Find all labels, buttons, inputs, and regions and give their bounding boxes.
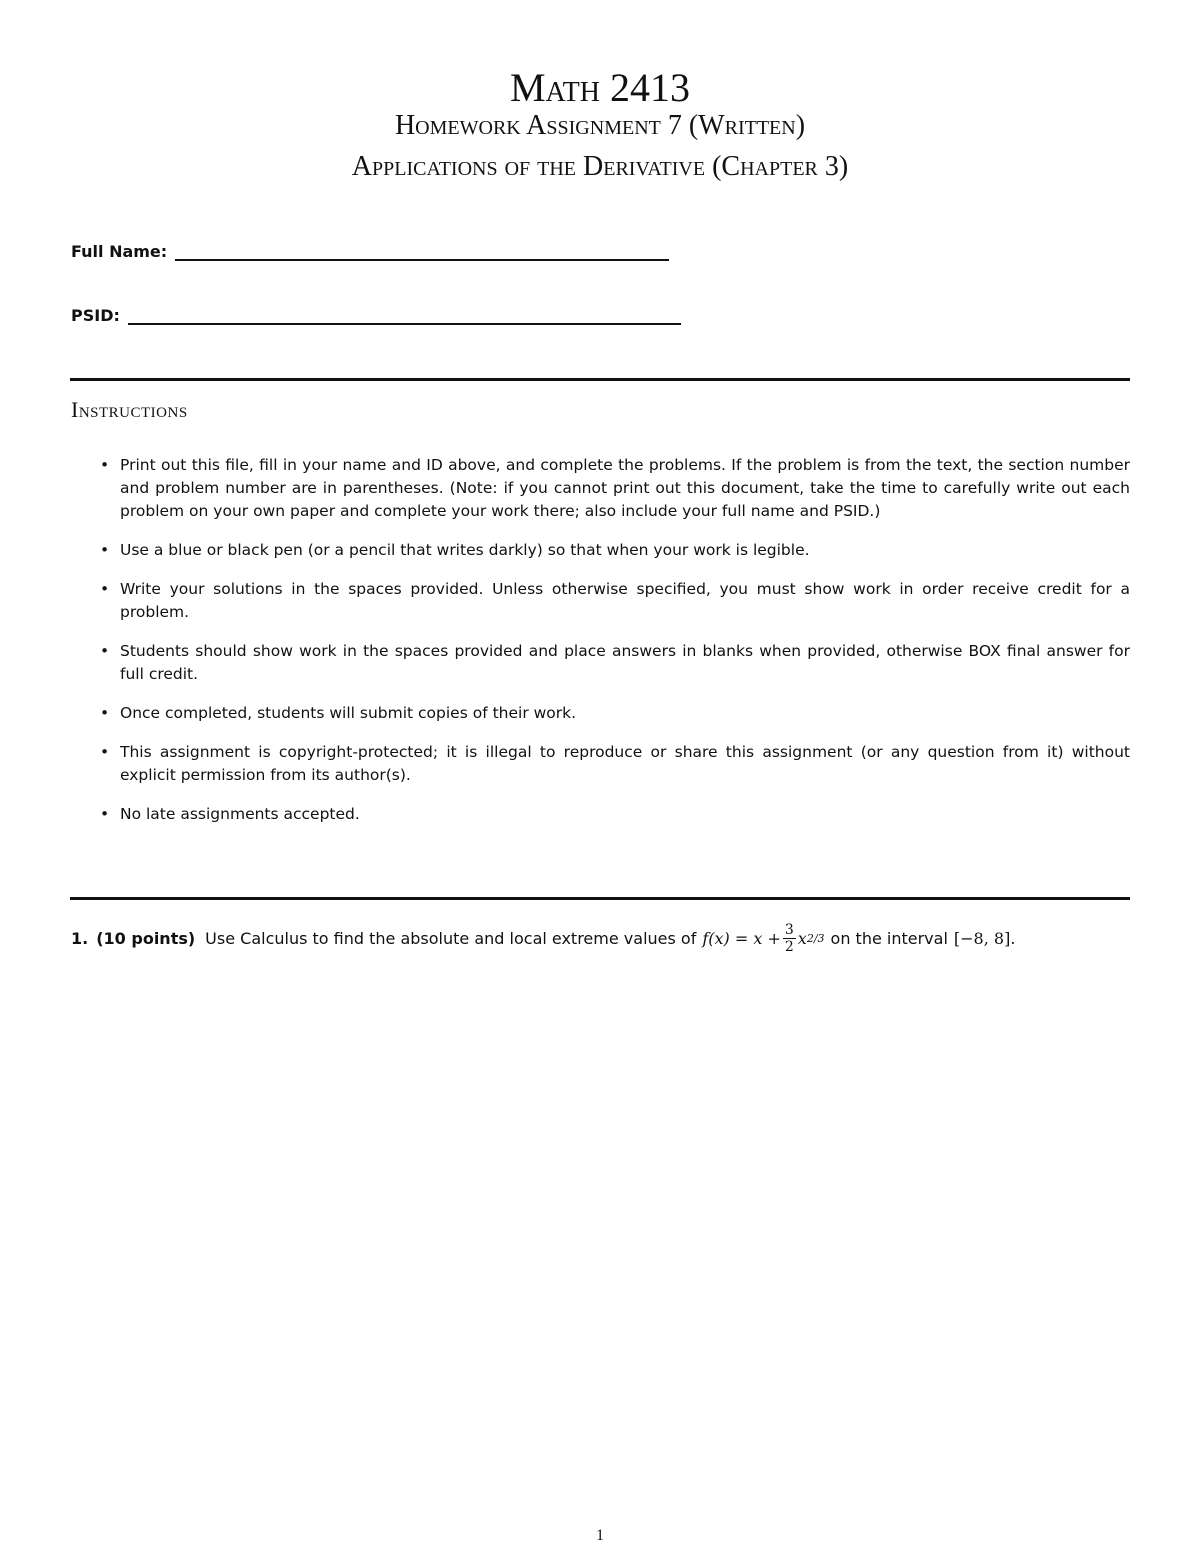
- instruction-text: This assignment is copyright-protected; it is illegal to reproduce or share this assignment (or any question from it) without explicit permission from its author(s).: [120, 743, 1130, 784]
- function-lhs: f(x) = x +: [702, 929, 781, 948]
- function-exponent: 2/3: [806, 932, 825, 945]
- psid-label: PSID:: [71, 306, 120, 325]
- fraction-denominator: 2: [784, 939, 794, 955]
- instruction-text: Once completed, students will submit copies of their work.: [120, 704, 577, 722]
- section-divider-bottom: [70, 897, 1130, 900]
- page-number: 1: [596, 1527, 604, 1544]
- instruction-list: [100, 454, 1130, 842]
- instruction-item: [100, 454, 1130, 523]
- instruction-item: [100, 803, 1130, 826]
- instructions-heading: Instructions: [71, 397, 188, 422]
- instruction-item: [100, 741, 1130, 787]
- bullet-icon: •: [100, 704, 110, 722]
- instruction-text: Use a blue or black pen (or a pencil that writes darkly) so that when your work is legible.: [120, 541, 810, 559]
- instruction-item: [100, 578, 1130, 624]
- instruction-text: Students should show work in the spaces provided and place answers in blanks when provided, otherwise BOX final answer for full credit.: [120, 642, 1130, 683]
- problem-points: (10 points): [96, 929, 196, 948]
- instruction-item: [100, 539, 1130, 562]
- function-variable: x: [797, 929, 807, 948]
- page-title: Math 2413: [509, 65, 690, 110]
- full-name-label: Full Name:: [71, 242, 168, 261]
- assignment-subtitle: Homework Assignment 7 (Written): [394, 110, 806, 141]
- problem-function: [702, 922, 824, 955]
- instruction-text: Print out this file, fill in your name and ID above, and complete the problems. If the problem is from the text, the section number and problem number are in parentheses. (Note: if you cannot print out this document, take the time to carefully write out each problem on your own paper and complete your work there; also include your full name and PSID.): [120, 456, 1130, 520]
- bullet-icon: •: [100, 642, 110, 660]
- section-divider-top: [70, 378, 1130, 381]
- bullet-icon: •: [100, 541, 110, 559]
- psid-blank[interactable]: [128, 305, 681, 325]
- instruction-item: [100, 702, 1130, 725]
- bullet-icon: •: [100, 743, 110, 761]
- fraction: [783, 922, 796, 955]
- bullet-icon: •: [100, 580, 110, 598]
- topic-subtitle: Applications of the Derivative (Chapter 3): [351, 151, 849, 182]
- problem-text-after: on the interval: [830, 929, 948, 948]
- instruction-item: [100, 640, 1130, 686]
- full-name-blank[interactable]: [175, 241, 669, 261]
- full-name-field: [71, 241, 669, 261]
- problem-interval: [−8, 8].: [953, 929, 1016, 948]
- bullet-icon: •: [100, 456, 110, 474]
- bullet-icon: •: [100, 805, 110, 823]
- problem-text: Use Calculus to find the absolute and local extreme values of: [205, 929, 697, 948]
- psid-field: [71, 305, 681, 325]
- fraction-numerator: 3: [784, 922, 794, 938]
- problem-number: 1.: [71, 929, 89, 948]
- instruction-text: No late assignments accepted.: [120, 805, 360, 823]
- instruction-text: Write your solutions in the spaces provided. Unless otherwise specified, you must show work in order receive credit for a problem.: [120, 580, 1130, 621]
- problem-1: [71, 922, 1131, 955]
